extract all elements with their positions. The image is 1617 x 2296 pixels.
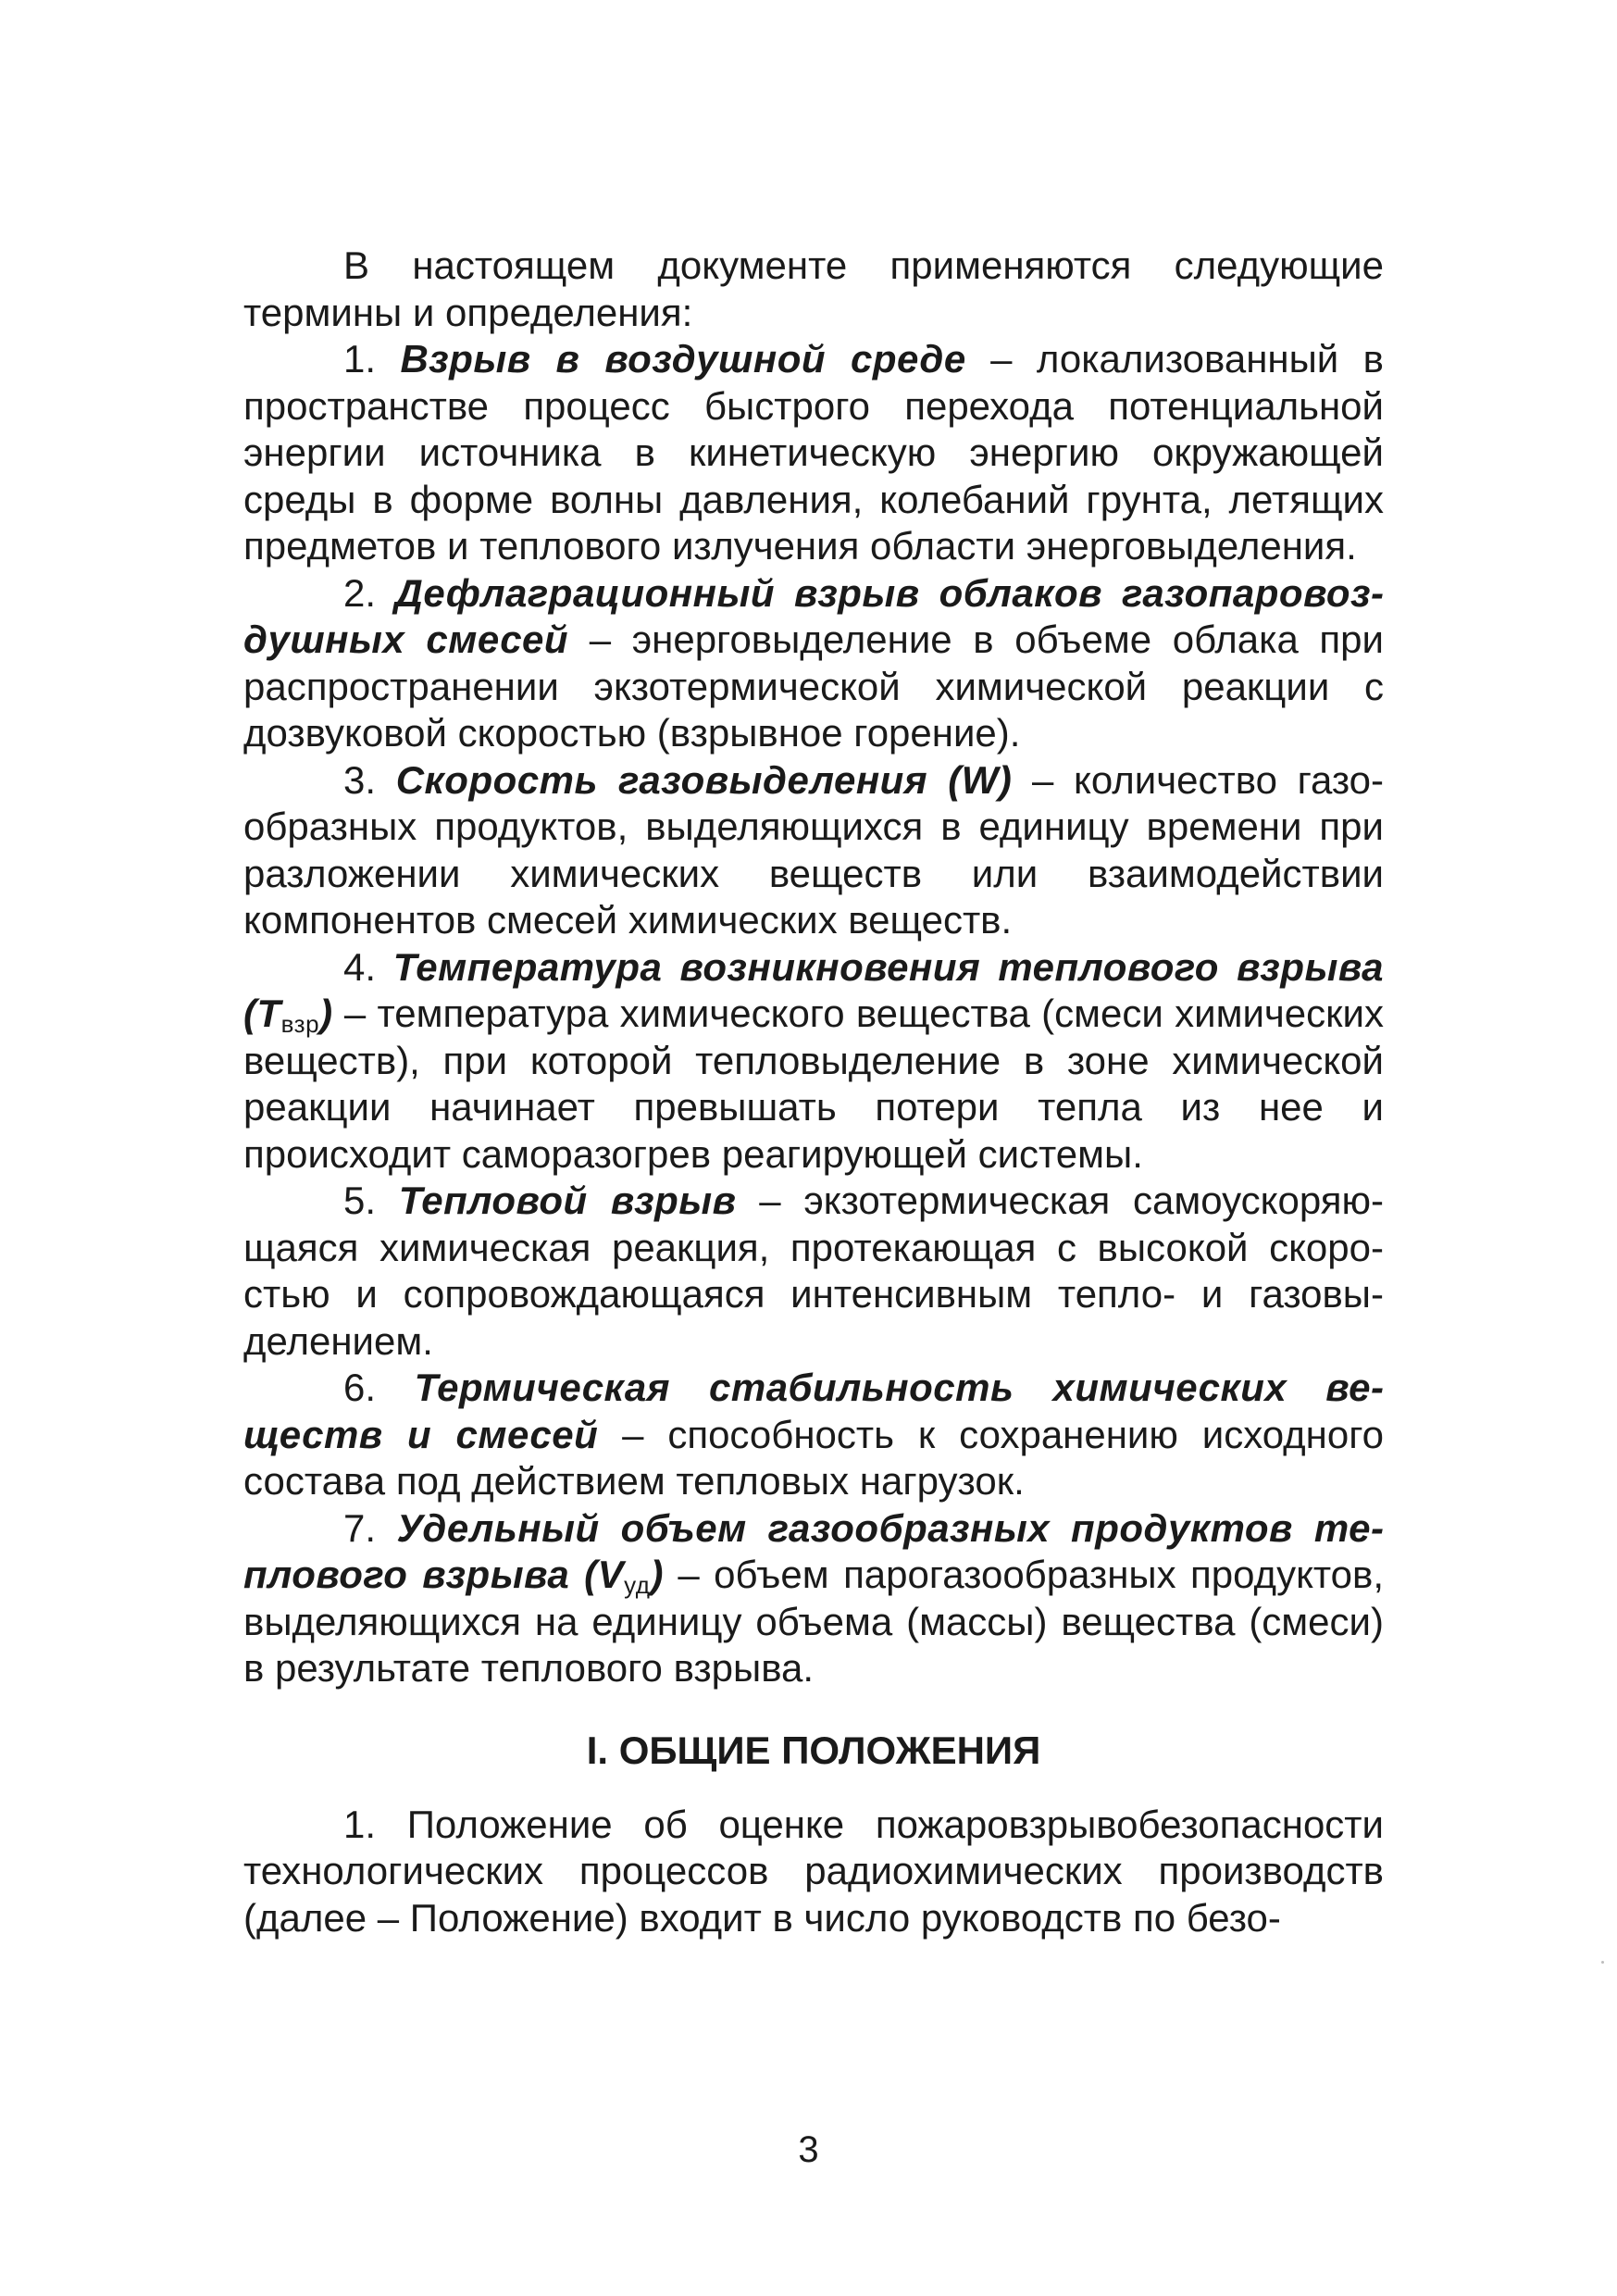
section-heading: I. ОБЩИЕ ПОЛОЖЕНИЯ (586, 1728, 1041, 1772)
definition-term: Температура возникновения теплового взрыва $(Т_{взр})$ (243, 944, 1385, 1038)
definition-term: Скорость газовыделения (W) (395, 757, 1013, 802)
definition-number: 7. (343, 1505, 377, 1550)
scan-speck (1601, 1961, 1604, 1964)
definition-number: 2. (343, 570, 377, 615)
definition-7 (243, 1505, 1384, 1692)
definition-1 (243, 336, 1384, 570)
definition-3 (243, 757, 1384, 944)
definition-number: 5. (343, 1179, 377, 1222)
definition-text: – объем парогазообразных продуктов, выделяющихся на единицу объема (массы) вещества (смеси) в результате теплового взрыва. (243, 1553, 1385, 1690)
definition-text: – локализованный в пространстве процесс быстрого перехода потенциальной энергии источника в кинетическую энергию окружающей среды в форме волны давления, колебаний грунта, летящих предметов и теплового излучения области энерговыделения. (243, 337, 1384, 568)
definition-text: – количество газообразных продуктов, выделяющихся в единицу времени при разложении химических веществ или взаимодействии компонентов смесей химических веществ. (243, 757, 1385, 942)
definition-text: – энерговыделение в объеме облака при распространении экзотермической химической реакции с дозвуковой скоростью (взрывное горение). (243, 618, 1384, 755)
definition-term: Удельный объем газообразных продуктов теплового взрыва $(V_{уд})$ (243, 1505, 1384, 1599)
definition-number: 4. (343, 944, 377, 989)
page-number: 3 (798, 2129, 819, 2170)
definition-term: Дефлаграционный взрыв облаков газопаровоздушных смесей (243, 570, 1384, 661)
definition-number: 3. (343, 757, 377, 802)
document-page (243, 243, 1384, 1941)
definition-term: Тепловой взрыв (398, 1179, 737, 1222)
definition-text: – экзотермическая самоускоряющаяся химическая реакция, протекающая с высокой скоростью и сопровождающаяся интенсивным тепло- и газовыделением. (243, 1179, 1384, 1363)
section-body (243, 1802, 1384, 1942)
definition-number: 1. (343, 337, 377, 381)
intro-paragraph: В настоящем документе применяются следующие термины и определения: (243, 243, 1384, 334)
definition-term: Термическая стабильность химических веществ и смесей (243, 1366, 1384, 1456)
definition-term: Взрыв в воздушной среде (400, 337, 966, 381)
definition-number: 6. (343, 1366, 377, 1409)
definition-4 (243, 944, 1384, 1179)
definition-2 (243, 570, 1384, 757)
definition-5 (243, 1178, 1384, 1365)
definition-6 (243, 1365, 1384, 1505)
definition-text: – температура химического вещества (смеси химических веществ), при которой тепловыделение в зоне химической реакции начинает превышать потери тепла из нее и происходит саморазогрев реагирующей системы. (243, 992, 1384, 1176)
subscript: уд (624, 1571, 651, 1599)
subscript: взр (280, 1010, 320, 1038)
definitions-block (243, 243, 1384, 1692)
section-paragraph: 1. Положение об оценке пожаровзрывобезопасности технологических процессов радиохимических производств (далее – Положение) входит в число руководств по безо- (243, 1802, 1384, 1940)
definition-text: – способность к сохранению исходного состава под действием тепловых нагрузок. (243, 1412, 1384, 1503)
